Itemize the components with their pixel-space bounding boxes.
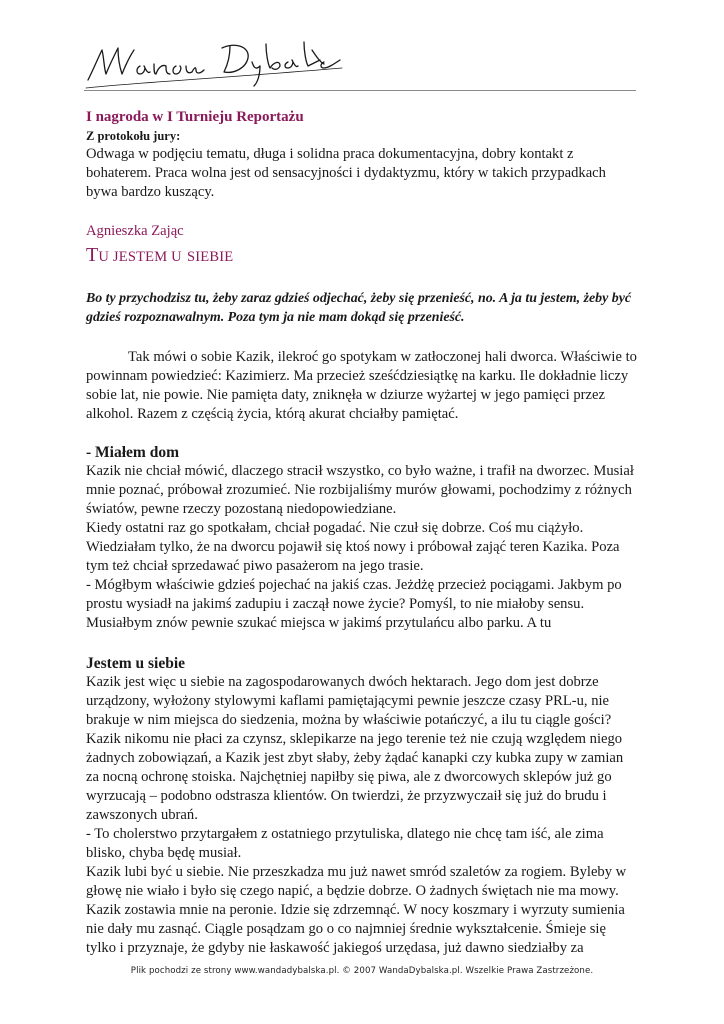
header-rule <box>84 90 636 91</box>
document-body <box>86 109 638 958</box>
section-heading-1: - Miałem dom <box>86 444 179 461</box>
section-heading-2: Jestem u siebie <box>86 655 186 672</box>
body-paragraph: Kiedy ostatni raz go spotkałam, chciał pogadać. Nie czuł się dobrze. Coś mu ciążyło. Wiedziałam tylko, że na dworcu pojawił się ktoś nowy i próbował zająć teren Kazika. Poza tym też chciał sprzedawać piwo pasażerom na jego trasie. <box>86 520 620 574</box>
body-paragraph: Kazik nie chciał mówić, dlaczego stracił wszystko, co było ważne, i trafił na dworzec. Musiał mnie poznać, próbował zrozumieć. Nie rozbijaliśmy murów głowami, pochodzimy z różnych światów, pewne rzeczy pozostaną niedopowiedziane. <box>86 463 634 517</box>
footer-copyright: Plik pochodzi ze strony www.wandadybalska.pl. © 2007 WandaDybalska.pl. Wszelkie Prawa Zastrzeżone. <box>130 966 594 976</box>
award-heading: I nagroda w I Turnieju Reportażu <box>86 109 304 125</box>
body-paragraph: Kazik lubi być u siebie. Nie przeszkadza mu już nawet smród szaletów za rogiem. Byleby w głowę nie wiało i było się czego napić, a będzie dobrze. O żadnych świętach nie ma mowy. Kazik zostawia mnie na peronie. Idzie się zdrzemnąć. W nocy koszmary i wyrzuty sumienia nie dały mu zasnąć. Ciągle posądzam go o co najmniej średnie wykształcenie. Śmieje się tylko i przyznaje, że gdyby nie łaskawość jakiegoś urzędasa, już dawno siedziałby za <box>86 864 627 956</box>
body-paragraph: Kazik jest więc u siebie na zagospodarowanych dwóch hektarach. Jego dom jest dobrze urządzony, wyłożony stylowymi kaflami pamiętającymi pewnie jeszcze czasy PRL-u, nie brakuje w nim miejsca do siedzenia, można by właściwie potańczyć, a ilu tu ciągle gości? Kazik nikomu nie płaci za czynsz, sklepikarze na jego terenie też nie czują względem niego żadnych zobowiązań, a Kazik jest zbyt słaby, żeby żądać kanapki czy kubka zupy w zamian za nocną ochronę stoiska. Najchętniej napiłby się piwa, ale z dworcowych sklepów już go wyrzucają – podobno odstrasza klientów. On twierdzi, że przyzwyczaił się już do brudu i zawszonych ubrań. <box>86 674 624 823</box>
page-header <box>0 0 724 100</box>
title-rest-a: U JESTEM U <box>98 249 182 265</box>
article-title <box>86 244 638 267</box>
jury-text: Odwaga w podjęciu tematu, długa i solidna praca dokumentacyjna, dobry kontakt z bohaterem. Praca wolna jest od sensacyjności i dydaktyzmu, który w takich przypadkach bywa bardzo kuszący. <box>86 146 606 200</box>
signature-image <box>84 28 344 94</box>
intro-paragraph: Tak mówi o sobie Kazik, ilekroć go spotykam w zatłoczonej hali dworca. Właściwie to powinnam powiedzieć: Kazimierz. Ma przecież sześćdziesiątkę na karku. Ile dokładnie liczy sobie lat, nie powie. Nie pamięta daty, zniknęła w dziurze wyżartej w jego pamięci przez alkohol. Razem z częścią życia, którą akurat chciałby pamiętać. <box>86 349 637 422</box>
title-rest-b: SIEBIE <box>187 249 234 265</box>
author-name: Agnieszka Zając <box>86 223 184 239</box>
body-paragraph: - To cholerstwo przytargałem z ostatniego przytuliska, dlatego nie chcę tam iść, ale zima blisko, chyba będę musiał. <box>86 826 604 861</box>
title-initial: T <box>86 244 99 266</box>
lead-paragraph: Bo ty przychodzisz tu, żeby zaraz gdzieś odjechać, żeby się przenieść, no. A ja tu jestem, żeby być gdzieś rozpoznawalnym. Poza tym ja nie mam dokąd się przenieść. <box>86 291 632 325</box>
body-paragraph: - Mógłbym właściwie gdzieś pojechać na jakiś czas. Jeżdżę przecież pociągami. Jakbym po prostu wysiadł na jakimś zadupiu i zaczął nowe życie? Pomyśl, to nie miałoby sensu. Musiałbym znów pewnie szukać miejsca w jakimś przytulańcu albo parku. A tu <box>86 577 622 631</box>
jury-label: Z protokołu jury: <box>86 129 181 143</box>
